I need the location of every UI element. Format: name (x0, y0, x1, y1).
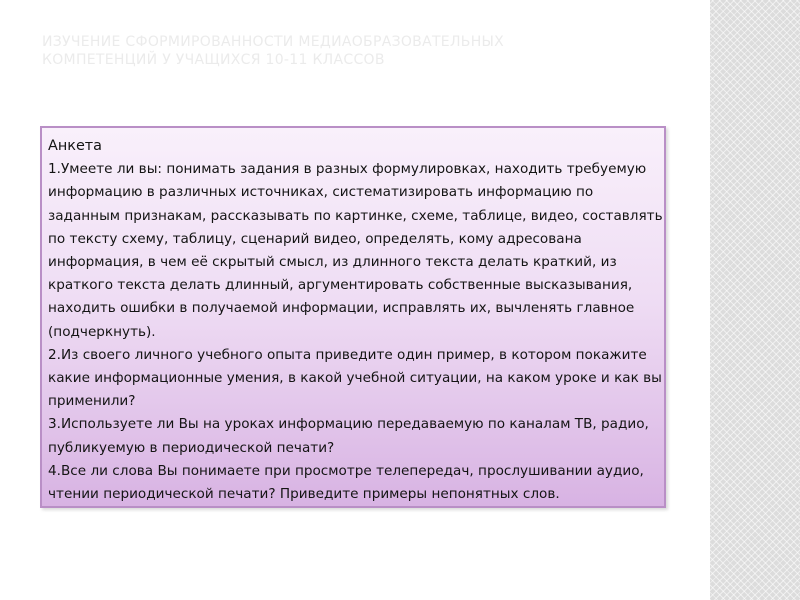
slide-title-line-2: КОМПЕТЕНЦИЙ У УЧАЩИХСЯ 10-11 КЛАССОВ (42, 52, 385, 68)
slide-title (42, 33, 682, 69)
survey-question-2: 2.Из своего личного учебного опыта приведите один пример, в котором покажите какие информационные умения, в какой учебной ситуации, на каком уроке и как вы применили? (48, 346, 662, 410)
survey-question-3: 3.Используете ли Вы на уроках информацию передаваемую по каналам ТВ, радио, публикуемую в периодической печати? (48, 416, 649, 456)
survey-heading: Анкета (48, 138, 103, 154)
survey-text-box (40, 126, 666, 508)
slide-title-line-1: ИЗУЧЕНИЕ СФОРМИРОВАННОСТИ МЕДИАОБРАЗОВАТЕЛЬНЫХ (42, 34, 505, 50)
decorative-side-band (710, 0, 800, 600)
survey-question-4: 4.Все ли слова Вы понимаете при просмотре телепередач, прослушивании аудио, чтении периодической печати? Приведите примеры непонятных слов. (48, 462, 644, 503)
survey-question-1: 1.Умеете ли вы: понимать задания в разных формулировках, находить требуемую информацию в различных источниках, систематизировать информацию по заданным признакам, рассказывать по картинке, схеме, таблице, видео, составлять по тексту схему, таблицу, сценарий видео, определять, кому адресована информация, в чем её скрытый смысл, из длинного текста делать краткий, из краткого текста делать длинный, аргументировать собственные высказывания, находить ошибки в получаемой информации, исправлять их, вычленять главное (подчеркнуть). (48, 161, 663, 340)
